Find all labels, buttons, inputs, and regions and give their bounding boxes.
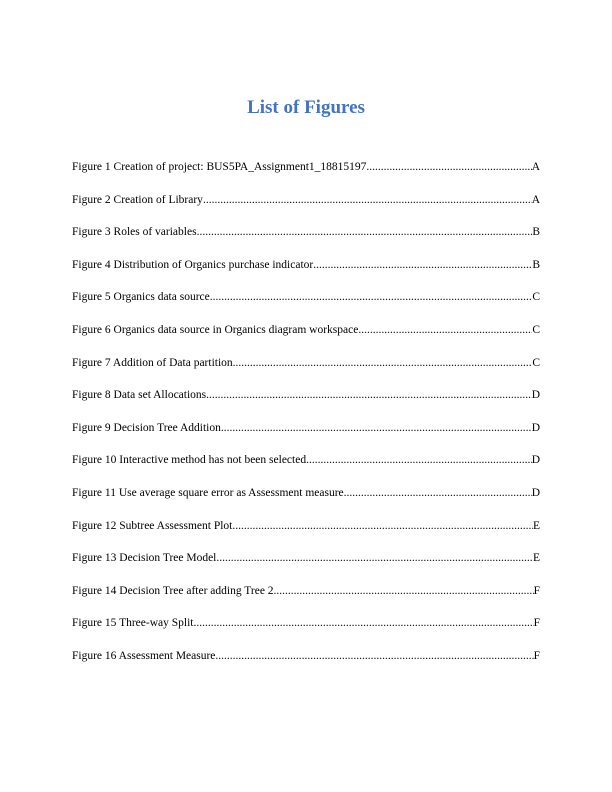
figure-label: Figure 11 Use average square error as Assessment measure <box>72 486 344 499</box>
dot-leader <box>206 387 532 403</box>
figure-entry[interactable] <box>72 550 540 583</box>
figure-entry[interactable] <box>72 518 540 551</box>
figure-label: Figure 3 Roles of variables <box>72 226 197 239</box>
figure-entry[interactable] <box>72 583 540 616</box>
figure-entry[interactable] <box>72 322 540 355</box>
figure-label: Figure 9 Decision Tree Addition <box>72 421 221 434</box>
figure-entry[interactable] <box>72 420 540 453</box>
figure-entry[interactable] <box>72 159 540 192</box>
dot-leader <box>366 159 531 175</box>
dot-leader <box>221 420 532 436</box>
figure-label: Figure 13 Decision Tree Model <box>72 552 217 565</box>
dot-leader <box>216 550 533 566</box>
figure-page: F <box>533 649 540 662</box>
figure-entry[interactable] <box>72 289 540 322</box>
figure-page: C <box>532 323 540 336</box>
figure-entry[interactable] <box>72 485 540 518</box>
figure-entry[interactable] <box>72 355 540 388</box>
dot-leader <box>313 257 532 273</box>
figure-entry[interactable] <box>72 452 540 485</box>
figure-page: C <box>532 291 540 304</box>
figure-label: Figure 6 Organics data source in Organics diagram workspace <box>72 323 359 336</box>
figure-entry[interactable] <box>72 648 540 681</box>
figure-page: A <box>531 193 540 206</box>
figure-label: Figure 10 Interactive method has not been selected <box>72 454 307 467</box>
figure-page: B <box>532 258 540 271</box>
figure-page: F <box>533 617 540 630</box>
figure-entry[interactable] <box>72 615 540 648</box>
figure-entry[interactable] <box>72 257 540 290</box>
dot-leader <box>197 224 533 240</box>
figure-label: Figure 12 Subtree Assessment Plot <box>72 519 233 532</box>
figure-label: Figure 7 Addition of Data partition <box>72 356 233 369</box>
dot-leader <box>193 615 533 631</box>
dot-leader <box>233 355 533 371</box>
dot-leader <box>344 485 532 501</box>
figure-page: D <box>531 454 540 467</box>
figure-page: E <box>532 519 540 532</box>
list-of-figures <box>72 159 540 681</box>
dot-leader <box>210 289 533 305</box>
figure-label: Figure 8 Data set Allocations <box>72 389 207 402</box>
figure-label: Figure 2 Creation of Library <box>72 193 203 206</box>
figure-label: Figure 5 Organics data source <box>72 291 210 304</box>
figure-label: Figure 15 Three-way Split <box>72 617 194 630</box>
dot-leader <box>306 452 532 468</box>
dot-leader <box>203 192 532 208</box>
figure-page: D <box>531 389 540 402</box>
figure-page: E <box>532 552 540 565</box>
dot-leader <box>358 322 532 338</box>
figure-label: Figure 14 Decision Tree after adding Tree 2 <box>72 584 274 597</box>
dot-leader <box>232 518 533 534</box>
figure-label: Figure 16 Assessment Measure <box>72 649 216 662</box>
dot-leader <box>274 583 534 599</box>
figure-label: Figure 4 Distribution of Organics purchase indicator <box>72 258 314 271</box>
figure-entry[interactable] <box>72 192 540 225</box>
figure-page: D <box>531 421 540 434</box>
figure-label: Figure 1 Creation of project: BUS5PA_Assignment1_18815197 <box>72 161 367 173</box>
figure-page: D <box>531 486 540 499</box>
page-title: List of Figures <box>247 96 365 118</box>
figure-entry[interactable] <box>72 387 540 420</box>
dot-leader <box>215 648 533 664</box>
figure-page: C <box>532 356 540 369</box>
figure-page: A <box>531 161 540 173</box>
figure-page: F <box>533 584 540 597</box>
figure-entry[interactable] <box>72 224 540 257</box>
figure-page: B <box>532 226 540 239</box>
